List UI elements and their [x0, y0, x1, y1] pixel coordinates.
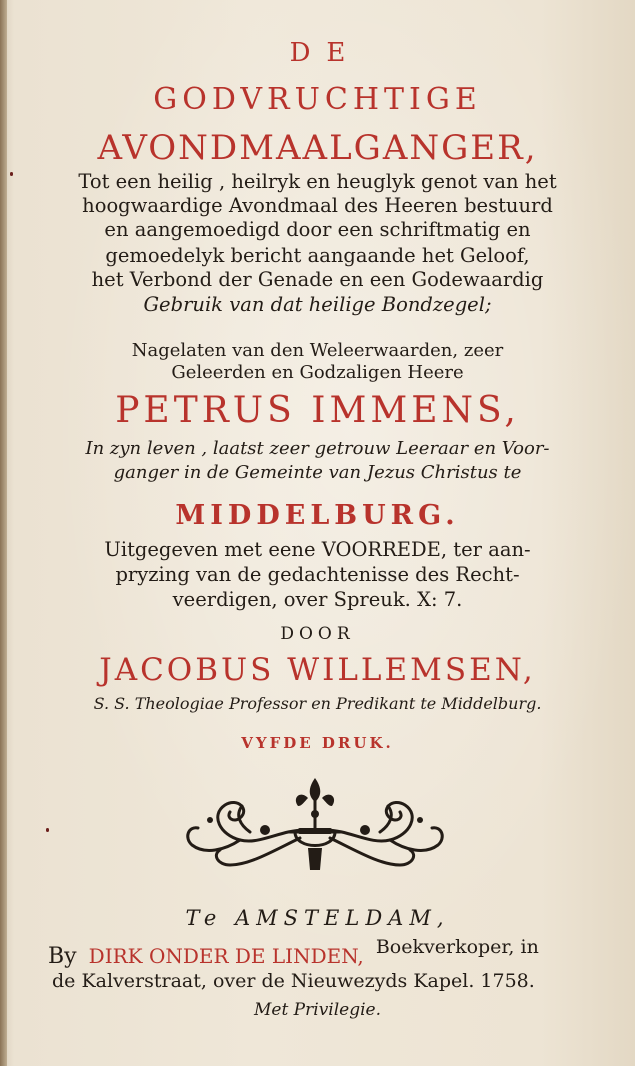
author-desc-line-1: In zyn leven , laatst zeer getrouw Leeraar en Voor- [85, 438, 550, 459]
edition-label: VYFDE DRUK. [241, 734, 394, 752]
author-name: PETRUS IMMENS, [115, 390, 520, 431]
published-line-2: pryzing van de gedachtenisse des Recht- [115, 563, 520, 586]
subtitle-line-4: gemoedelyk bericht aangaande het Geloof, [105, 244, 530, 267]
imprint-trade: Boekverkoper, in [375, 936, 539, 958]
subtitle-line-1: Tot een heilig , heilryk en heuglyk genot van het [78, 170, 557, 193]
subtitle-line-3: en aangemoedigd door een schriftmatig en [104, 218, 531, 241]
by-label: DOOR [280, 624, 355, 644]
ink-speck [10, 172, 13, 176]
city-name: MIDDELBURG. [175, 500, 460, 531]
author-desc-line-2: ganger in de Gemeinte van Jezus Christus te [113, 462, 522, 483]
imprint-privilege: Met Privilegie. [253, 1000, 382, 1020]
editor-name: JACOBUS WILLEMSEN, [99, 652, 536, 688]
imprint-address: de Kalverstraat, over de Nieuwezyds Kapel. 1758. [52, 970, 535, 992]
title-article: DE [289, 38, 362, 68]
legacy-line-1: Nagelaten van den Weleerwaarden, zeer [131, 340, 504, 361]
title-line-avondmaalganger: AVONDMAALGANGER, [97, 128, 538, 168]
legacy-line-2: Geleerden en Godzaligen Heere [171, 362, 464, 383]
editor-title: S. S. Theologiae Professor en Predikant te Middelburg. [93, 694, 542, 713]
imprint-publisher-line [48, 936, 588, 969]
published-line-3: veerdigen, over Spreuk. X: 7. [172, 588, 463, 611]
fleuron-ornament-icon [180, 770, 450, 880]
published-line-1: Uitgegeven met eene VOORREDE, ter aan- [104, 538, 531, 561]
imprint-by: By [48, 944, 77, 969]
subtitle-line-5: het Verbond der Genade en een Godewaardig [91, 268, 544, 291]
imprint-place: Te AMSTELDAM, [185, 906, 450, 930]
title-line-godvruchtige: GODVRUCHTIGE [153, 82, 482, 117]
subtitle-line-2: hoogwaardige Avondmaal des Heeren bestuurd [82, 194, 553, 217]
subtitle-line-6: Gebruik van dat heilige Bondzegel; [143, 293, 492, 316]
imprint-publisher: DIRK ONDER DE LINDEN, [88, 944, 364, 968]
ink-speck [46, 828, 49, 832]
